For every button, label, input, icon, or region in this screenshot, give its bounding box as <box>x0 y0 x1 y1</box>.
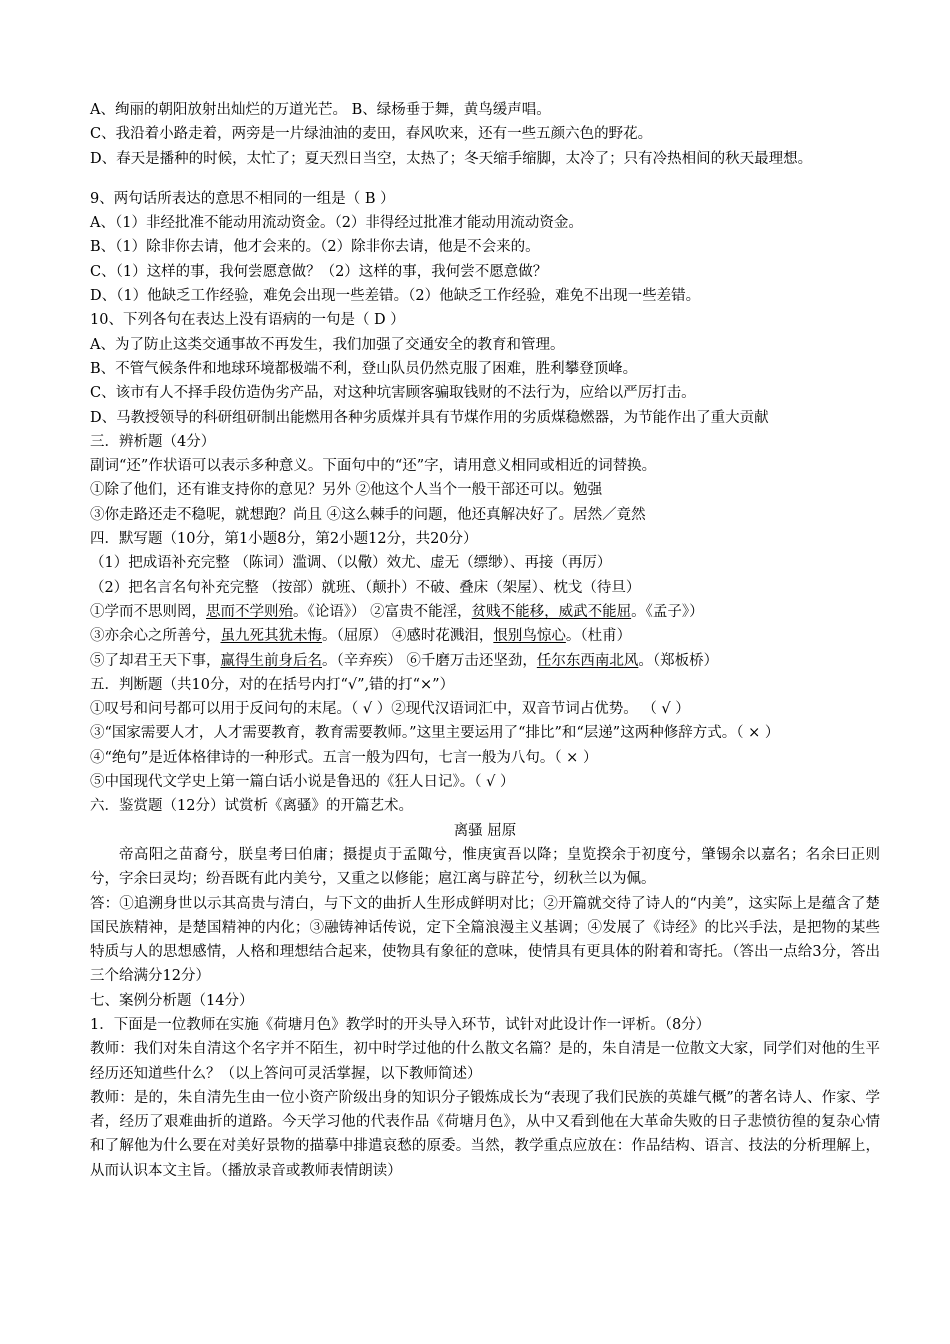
section-3-heading: 三．辨析题（4分） <box>90 433 216 450</box>
q8-option-ab: A、绚丽的朝阳放射出灿烂的万道光芒。 B、绿杨垂于舞，黄鸟缓声唱。 <box>90 102 551 118</box>
q10-option-a: A、为了防止这类交通事故不再发生，我们加强了交通安全的教育和管理。 <box>90 336 565 353</box>
judgement-item-1-2: ①叹号和问号都可以用于反问句的末尾。（ √ ）②现代汉语词汇中，双音节词占优势。 （ √ ） <box>90 701 690 718</box>
q9-option-a: A、（1）非经批准不能动用流动资金。（2）非得经过批准才能动用流动资金。 <box>90 215 583 232</box>
section-5-heading: 五．判断题（共10分，对的在括号内打“√”,错的打“×”） <box>90 676 455 693</box>
recitation-row-2: ③亦余心之所善兮，虽九死其犹未悔。（屈原） ④感时花溅泪，恨别鸟惊心。（杜甫） <box>90 628 632 645</box>
section-3-line-1: ①除了他们，还有谁支持你的意见？另外 ②他这个人当个一般干部还可以。勉强 <box>90 482 603 499</box>
poem-text: 帝高阳之苗裔兮，朕皇考曰伯庸；摄提贞于孟陬兮，惟庚寅吾以降；皇览揆余于初度兮，肇锡余以嘉名；名余曰正则兮，字余曰灵均；纷吾既有此内美兮，又重之以修能；扈江离与辟芷兮，纫秋兰以为佩。 <box>90 846 880 888</box>
section-3-line-2: ③你走路还走不稳呢，就想跑？尚且 ④这么棘手的问题，他还真解决好了。居然／竟然 <box>90 506 646 523</box>
answer-underlined: 虽九死其犹未悔 <box>220 628 322 645</box>
case-question-1: 1．下面是一位教师在实施《荷塘月色》教学时的开头导入环节，试针对此设计作一评析。（8分） <box>90 1016 711 1033</box>
poem-title: 离骚 屈原 <box>453 822 517 839</box>
q10-option-b: B、不管气候条件和地球环境都极端不利，登山队员仍然克服了困难，胜利攀登顶峰。 <box>90 360 638 377</box>
judgement-item-3: ③“国家需要人才，人才需要教育，教育需要教师。”这里主要运用了“排比”和“层递”这两种修辞方式。（ × ） <box>90 725 780 742</box>
section-4-part-1: （1）把成语补充完整 （陈词）滥调、（以儆）效尤、虚无（缥缈）、再接（再厉） <box>90 555 612 572</box>
q9-option-d: D、（1）他缺乏工作经验，难免会出现一些差错。（2）他缺乏工作经验，难免不出现一些差错。 <box>90 288 701 305</box>
q9-option-c: C、（1）这样的事，我何尝愿意做？（2）这样的事，我何尝不愿意做？ <box>90 263 548 280</box>
q10-option-d: D、马教授领导的科研组研制出能燃用各种劣质煤并具有节煤作用的劣质煤稳燃器，为节能作出了重大贡献 <box>90 409 769 426</box>
recitation-row-1: ①学而不思则罔，思而不学则殆。《论语》） ②富贵不能淫，贫贱不能移，威武不能屈。《孟子》） <box>90 603 704 620</box>
answer-underlined: 恨别鸟惊心 <box>493 628 566 645</box>
recitation-row-3: ⑤了却君王天下事，赢得生前身后名。（辛弃疾） ⑥千磨万击还坚劲，任尔东西南北风。（郑板桥） <box>90 652 719 669</box>
answer-underlined: 贫贱不能移，威武不能屈 <box>471 603 632 620</box>
q10-question: 10、下列各句在表达上没有语病的一句是（ D ） <box>90 312 405 329</box>
teacher-dialogue-2: 教师：是的，朱自清先生由一位小资产阶级出身的知识分子锻炼成长为“表现了我们民族的英雄气概”的著名诗人、作家、学者，经历了艰难曲折的道路。今天学习他的代表作品《荷塘月色》，从中又看到他在大革命失败的日子悲愤彷徨的复杂心情和了解他为什么要在对美好景物的描摹中排遣哀愁的原委。当然，教学重点应放在：作品结构、语言、技法的分析理解上，从而认识本文主旨。（播放录音或教师表情朗读） <box>90 1089 880 1179</box>
answer-underlined: 思而不学则殆 <box>206 603 293 620</box>
q10-option-c: C、该市有人不择手段仿造伪劣产品，对这种坑害顾客骗取钱财的不法行为，应给以严厉打击。 <box>90 385 696 402</box>
q9-option-b: B、（1）除非你去请，他才会来的。（2）除非你去请，他是不会来的。 <box>90 239 540 256</box>
document-page <box>90 98 880 1183</box>
answer-underlined: 任尔东西南北风 <box>536 652 639 669</box>
section-3-intro: 副词“还”作状语可以表示多种意义。下面句中的“还”字，请用意义相同或相近的词替换。 <box>90 458 657 475</box>
q8-option-d: D、春天是播种的时候，太忙了；夏天烈日当空，太热了；冬天缩手缩脚，太冷了；只有冷热相间的秋天最理想。 <box>90 150 813 167</box>
answer-underlined: 赢得生前身后名 <box>220 652 322 669</box>
section-6-heading: 六．鉴赏题（12分）试赏析《离骚》的开篇艺术。 <box>90 798 413 815</box>
section-4-heading: 四．默写题（10分，第1小题8分，第2小题12分，共20分） <box>90 531 478 548</box>
q8-option-c: C、我沿着小路走着，两旁是一片绿油油的麦田，春风吹来，还有一些五颜六色的野花。 <box>90 126 653 143</box>
section-7-heading: 七、案例分析题（14分） <box>90 992 254 1009</box>
judgement-item-4: ④“绝句”是近体格律诗的一种形式。五言一般为四句，七言一般为八句。（ × ） <box>90 749 598 766</box>
teacher-dialogue-1: 教师：我们对朱自清这个名字并不陌生，初中时学过他的什么散文名篇？是的，朱自清是一位散文大家，同学们对他的生平经历还知道些什么？（以上答问可灵活掌握，以下教师简述） <box>90 1041 880 1082</box>
section-4-part-2: （2）把名言名句补充完整 （按部）就班、（颠扑）不破、叠床（架屋）、枕戈（待旦） <box>90 579 641 596</box>
q9-question: 9、两句话所表达的意思不相同的一组是（ B ） <box>90 190 395 207</box>
section-6-answer: 答：①追溯身世以示其高贵与清白，与下文的曲折人生形成鲜明对比；②开篇就交待了诗人的“内美”，这实际上是蕴含了楚国民族精神，是楚国精神的内化；③融铸神话传说，定下全篇浪漫主义基调；④发展了《诗经》的比兴手法，是把物的某些特质与人的思想感情，人格和理想结合起来，使物具有象征的意味，使情具有更具体的附着和寄托。（答出一点给3分，答出三个给满分12分） <box>90 895 880 985</box>
judgement-item-5: ⑤中国现代文学史上第一篇白话小说是鲁迅的《狂人日记》。（ √ ） <box>90 774 515 791</box>
